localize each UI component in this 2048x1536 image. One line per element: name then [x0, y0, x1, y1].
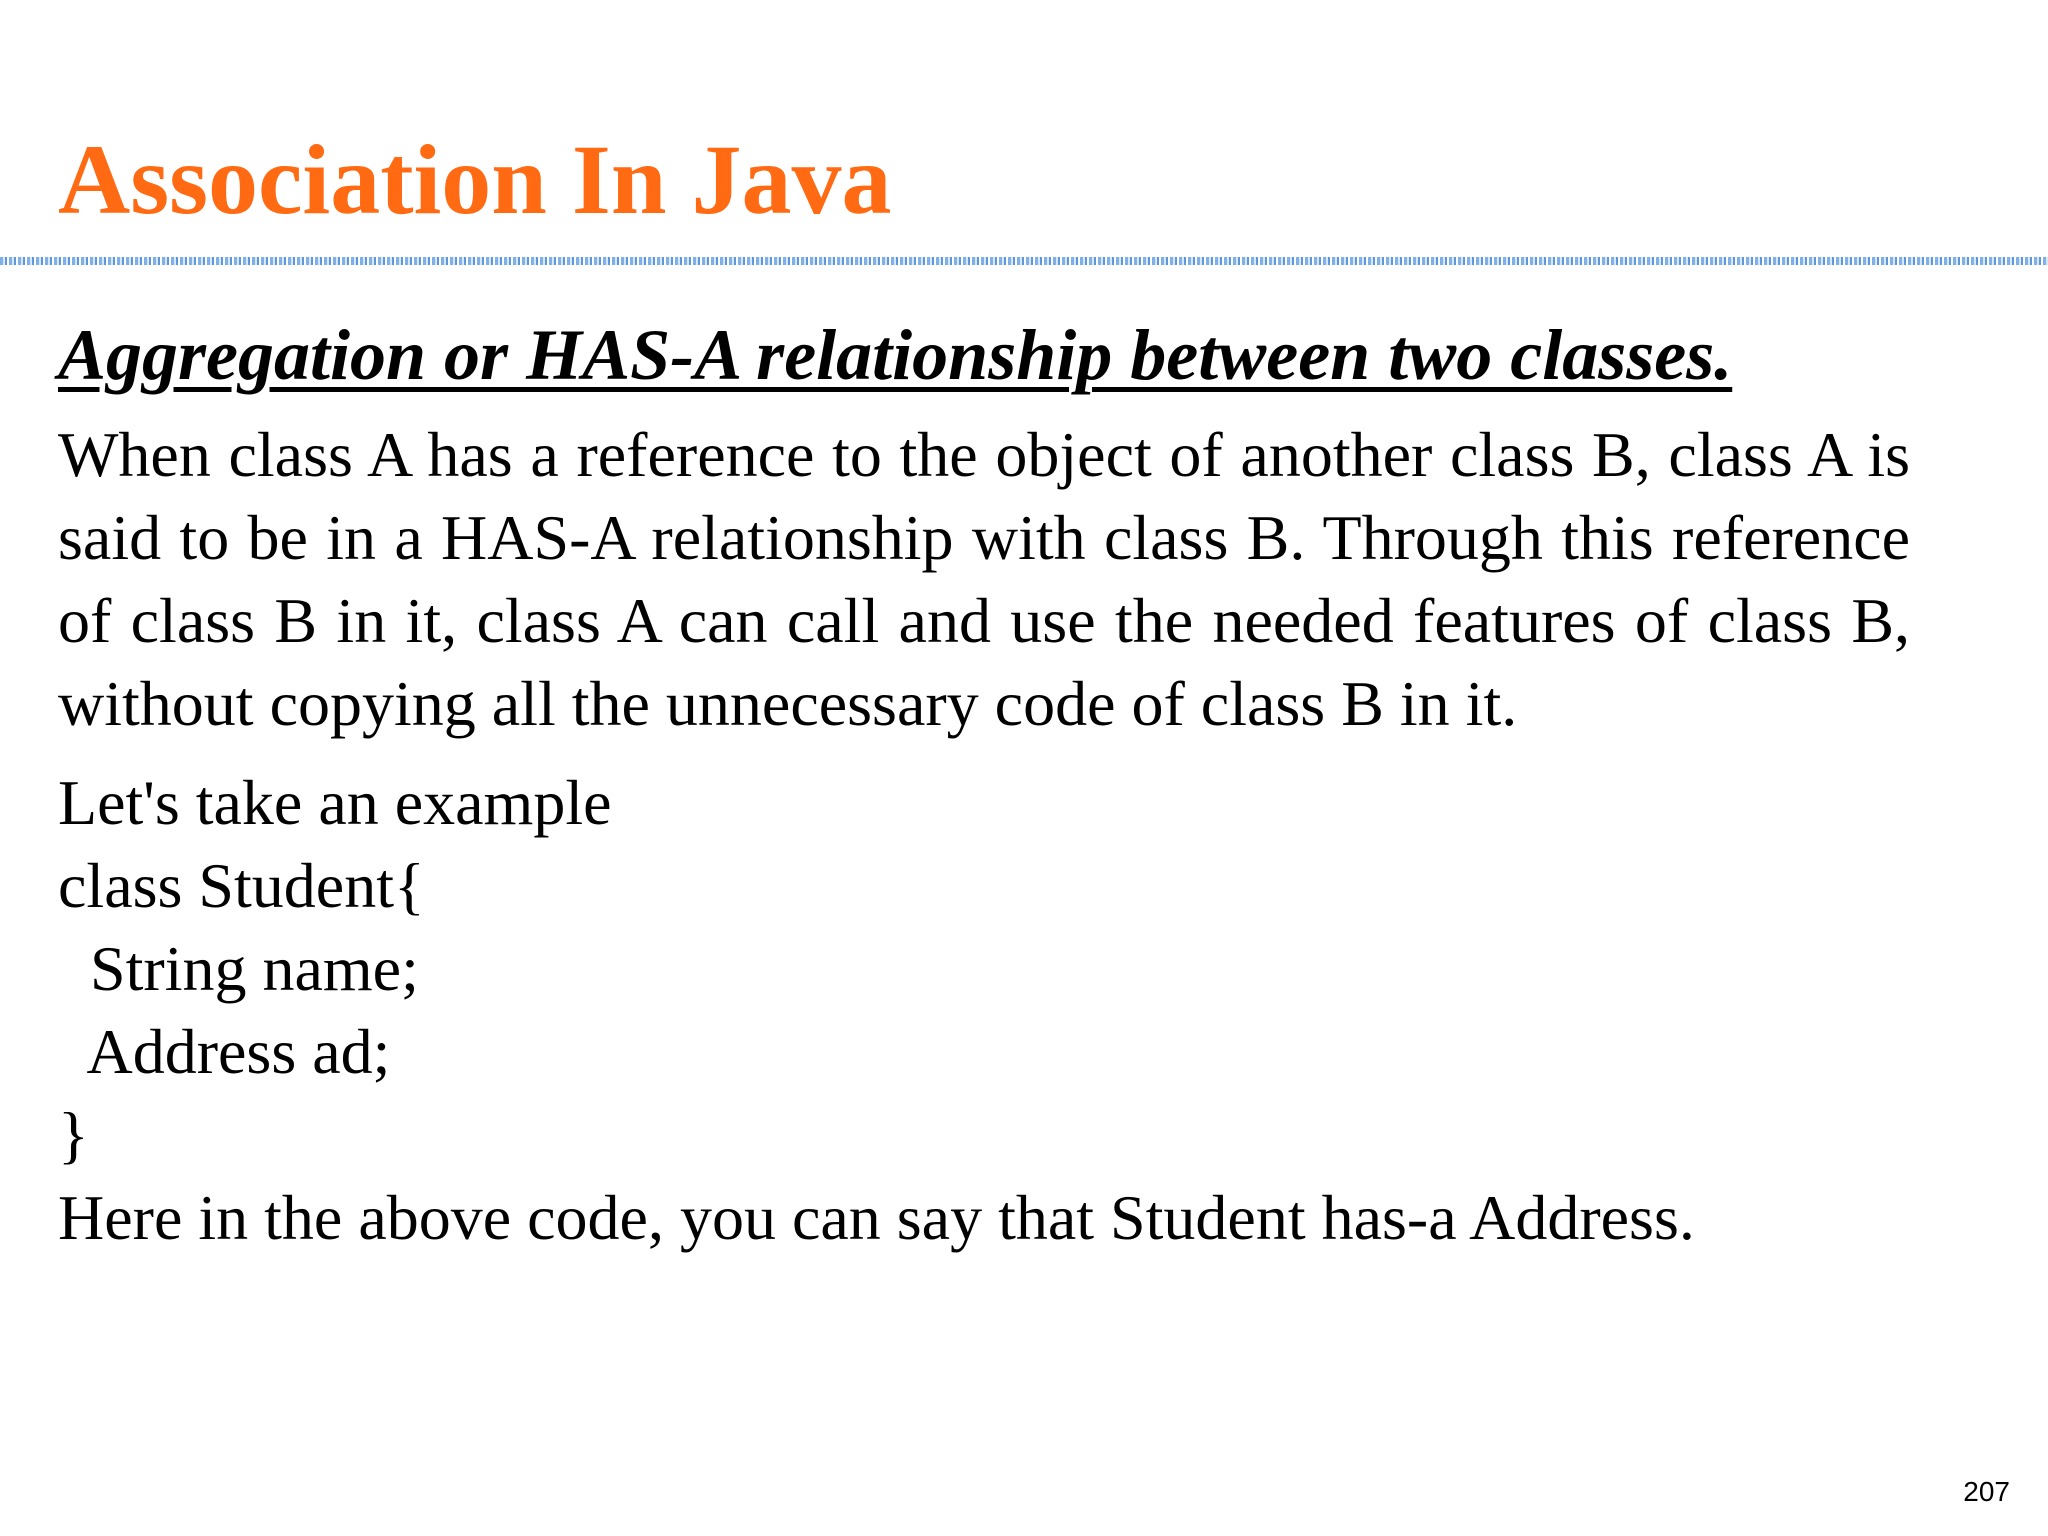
- section-heading: Aggregation or HAS-A relationship between two classes.: [58, 315, 1733, 395]
- slide-content: [58, 305, 1910, 1259]
- title-divider: [0, 257, 2048, 265]
- page-number: 207: [1963, 1476, 2010, 1507]
- code-line: Let's take an example: [58, 767, 612, 838]
- code-line: class Student{: [58, 850, 425, 921]
- description-paragraph: When class A has a reference to the object of another class B, class A is said to be in a HAS-A relationship with class B. Through this reference of class B in it, class A can call and use the needed features of class B, without copying all the unnecessary code of class B in it.: [58, 419, 1910, 739]
- summary-text: Here in the above code, you can say that Student has-a Address.: [58, 1182, 1695, 1253]
- code-line: String name;: [58, 933, 419, 1004]
- slide-title: Association In Java: [58, 124, 892, 235]
- code-example: [58, 761, 1910, 1176]
- code-line: Address ad;: [58, 1016, 391, 1087]
- code-line: }: [58, 1099, 89, 1170]
